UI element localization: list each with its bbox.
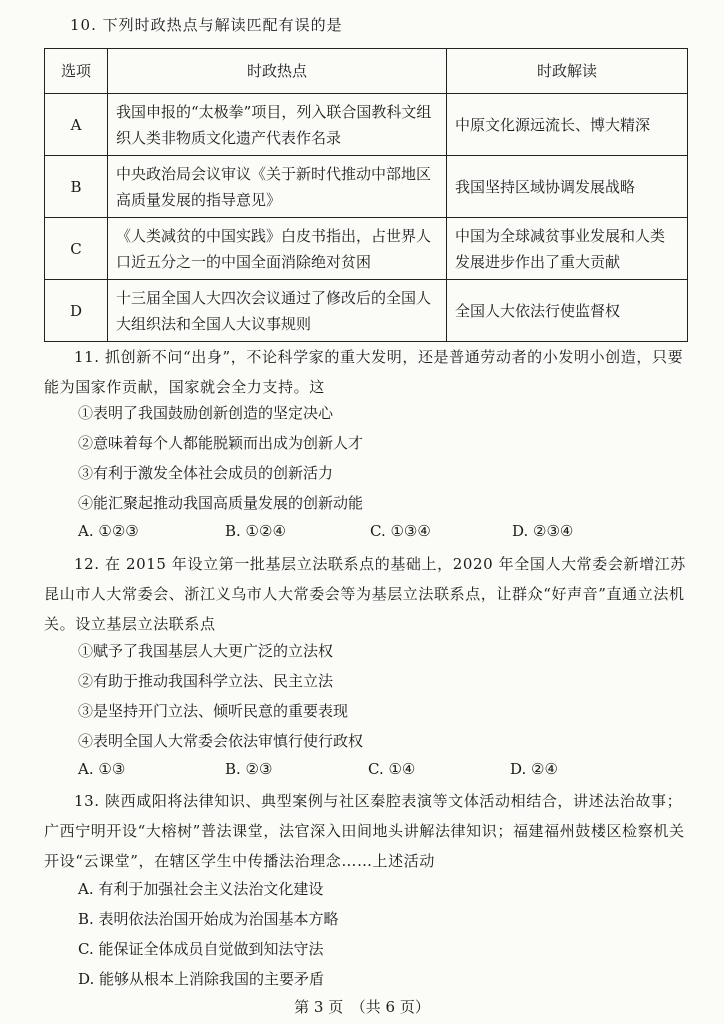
- row-option: B: [45, 156, 108, 218]
- question-12-item: ②有助于推动我国科学立法、民主立法: [78, 672, 334, 690]
- row-reading: 我国坚持区域协调发展战略: [447, 156, 688, 218]
- table-row: [45, 156, 688, 218]
- table-row: [45, 94, 688, 156]
- question-12-choice-c[interactable]: C. ①④: [368, 760, 416, 778]
- question-12-item: ①赋予了我国基层人大更广泛的立法权: [78, 642, 334, 660]
- question-12-stem: 12. 在 2015 年设立第一批基层立法联系点的基础上，2020 年全国人大常委会新增江苏昆山市人大常委会、浙江义乌市人大常委会等为基层立法联系点，让群众“好声音”直通立法机关。设立基层立法联系点: [44, 555, 686, 633]
- header-option: 选项: [45, 49, 108, 94]
- page-footer: 第 3 页 （共 6 页）: [294, 998, 430, 1016]
- question-13-option-c[interactable]: C. 能保证全体成员自觉做到知法守法: [78, 940, 324, 958]
- question-11-item: ③有利于激发全体社会成员的创新活力: [78, 464, 334, 482]
- question-11-choice-d[interactable]: D. ②③④: [512, 522, 574, 540]
- question-12-item: ④表明全国人大常委会依法审慎行使行政权: [78, 732, 364, 750]
- header-hotspot: 时政热点: [108, 49, 447, 94]
- question-12-choice-a[interactable]: A. ①③: [78, 760, 126, 778]
- table-header-row: [45, 49, 688, 94]
- question-13-option-a[interactable]: A. 有利于加强社会主义法治文化建设: [78, 880, 324, 898]
- question-11-choice-a[interactable]: A. ①②③: [78, 522, 139, 540]
- row-option: D: [45, 280, 108, 342]
- row-hotspot: 十三届全国人大四次会议通过了修改后的全国人大组织法和全国人大议事规则: [108, 280, 447, 342]
- question-12-choice-b[interactable]: B. ②③: [225, 760, 273, 778]
- row-reading: 中原文化源远流长、博大精深: [447, 94, 688, 156]
- question-11-item: ①表明了我国鼓励创新创造的坚定决心: [78, 404, 334, 422]
- table-row: [45, 280, 688, 342]
- question-12-item: ③是坚持开门立法、倾听民意的重要表现: [78, 702, 349, 720]
- question-10-table: [44, 48, 688, 342]
- question-11-item: ②意味着每个人都能脱颖而出成为创新人才: [78, 434, 364, 452]
- question-10-title: 10. 下列时政热点与解读匹配有误的是: [70, 16, 343, 34]
- row-reading: 全国人大依法行使监督权: [447, 280, 688, 342]
- question-11-stem: 11. 抓创新不问“出身”，不论科学家的重大发明，还是普通劳动者的小发明小创造，只要能为国家作贡献，国家就会全力支持。这: [44, 348, 684, 396]
- question-11-item: ④能汇聚起推动我国高质量发展的创新动能: [78, 494, 364, 512]
- question-13-stem: 13. 陕西咸阳将法律知识、典型案例与社区秦腔表演等文体活动相结合，讲述法治故事；广西宁明开设“大榕树”普法课堂，法官深入田间地头讲解法律知识；福建福州鼓楼区检察机关开设“云课堂”，在辖区学生中传播法治理念……上述活动: [44, 792, 685, 870]
- question-11-choice-c[interactable]: C. ①③④: [370, 522, 431, 540]
- question-13-option-b[interactable]: B. 表明依法治国开始成为治国基本方略: [78, 910, 339, 928]
- row-hotspot: 中央政治局会议审议《关于新时代推动中部地区高质量发展的指导意见》: [108, 156, 447, 218]
- question-12-choice-d[interactable]: D. ②④: [510, 760, 558, 778]
- row-reading: 中国为全球减贫事业发展和人类发展进步作出了重大贡献: [447, 218, 688, 280]
- question-11-choice-b[interactable]: B. ①②④: [225, 522, 286, 540]
- row-option: A: [45, 94, 108, 156]
- row-option: C: [45, 218, 108, 280]
- row-hotspot: 我国申报的“太极拳”项目，列入联合国教科文组织人类非物质文化遗产代表作名录: [108, 94, 447, 156]
- header-reading: 时政解读: [447, 49, 688, 94]
- table-row: [45, 218, 688, 280]
- row-hotspot: 《人类减贫的中国实践》白皮书指出，占世界人口近五分之一的中国全面消除绝对贫困: [108, 218, 447, 280]
- question-13-option-d[interactable]: D. 能够从根本上消除我国的主要矛盾: [78, 970, 325, 988]
